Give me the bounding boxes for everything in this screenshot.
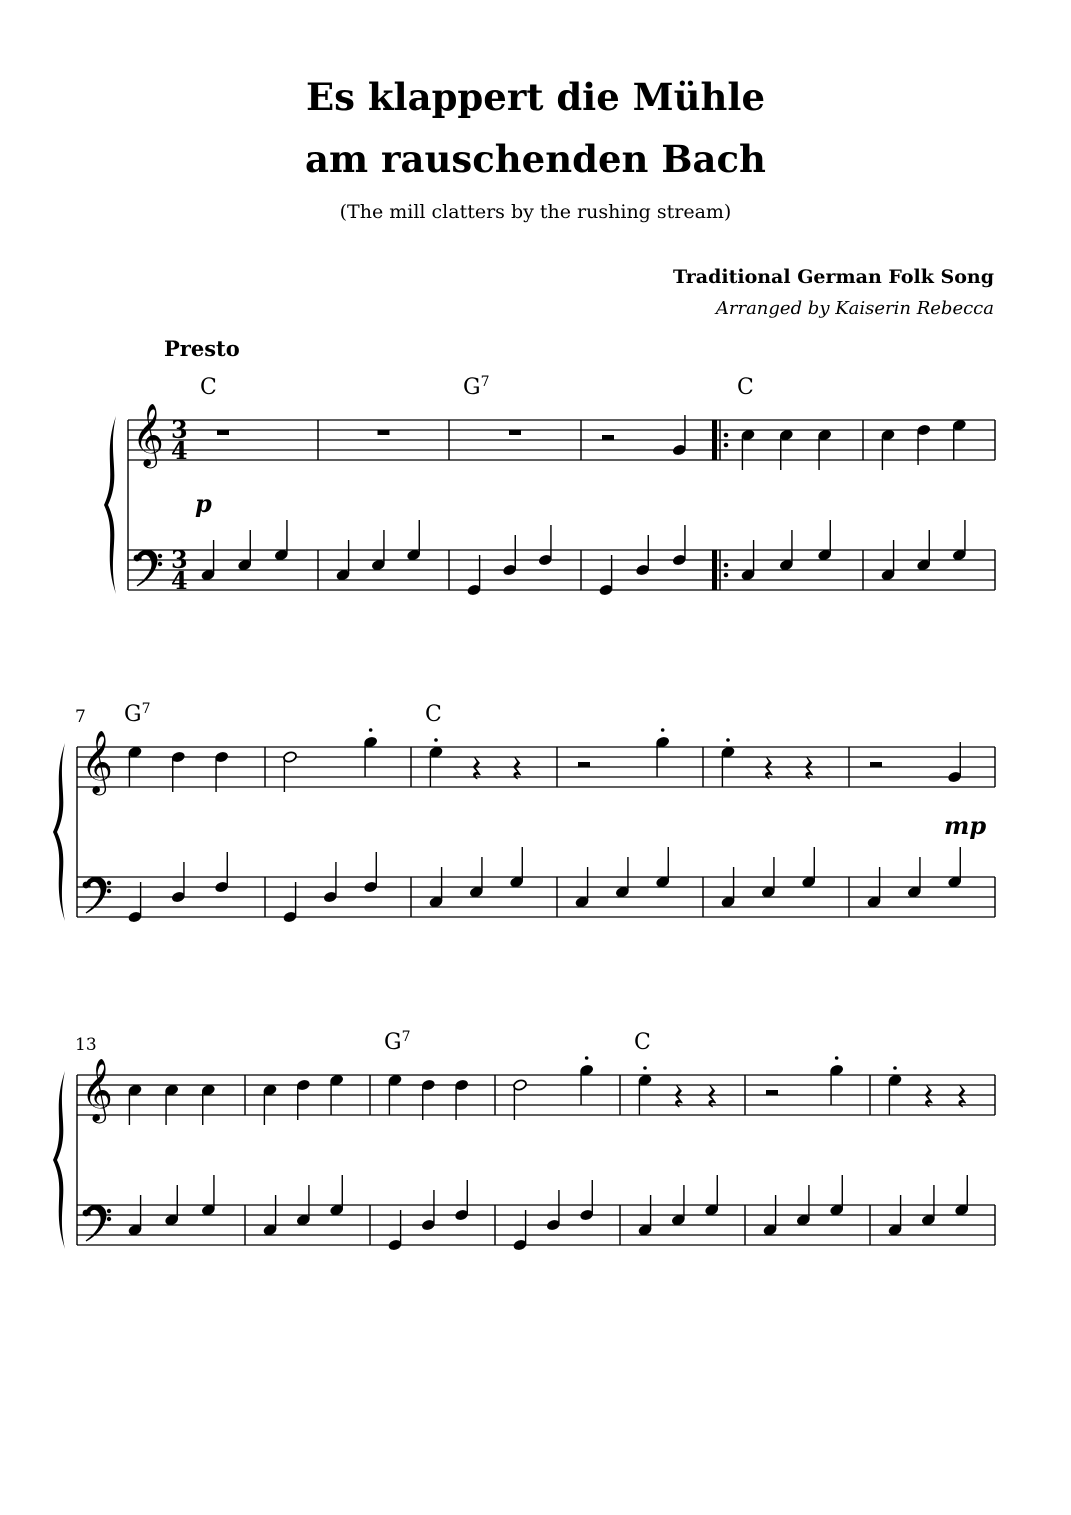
bass-note [406, 520, 421, 561]
bass-note [546, 1190, 561, 1231]
bass-note [916, 530, 931, 571]
bass-note [888, 1195, 903, 1236]
bass-note [296, 1185, 311, 1226]
whole-rest [217, 430, 229, 435]
treble-note [916, 424, 931, 465]
bass-clef-dot [83, 882, 90, 889]
bass-note [323, 862, 338, 903]
bass-clef-icon [83, 877, 112, 913]
dynamic-marking: p [195, 489, 212, 518]
bass-note [454, 1180, 469, 1221]
bass-clef-dot [107, 1217, 111, 1221]
treble-note [579, 1064, 594, 1105]
treble-note [655, 736, 670, 777]
time-signature-bottom: 4 [171, 436, 188, 465]
treble-note [881, 429, 896, 470]
bass-note [538, 525, 553, 566]
bass-note [575, 867, 590, 908]
treble-note [421, 1079, 436, 1120]
chord-root: C [737, 375, 754, 400]
bass-note [947, 847, 962, 888]
bass-note [867, 867, 882, 908]
treble-note [513, 1079, 528, 1120]
treble-note [214, 751, 229, 792]
quarter-rest [514, 757, 521, 779]
half-rest [766, 1090, 778, 1095]
treble-note [721, 746, 736, 787]
bass-clef-dot [107, 889, 111, 893]
bass-note [779, 530, 794, 571]
time-signature-bottom: 4 [171, 566, 188, 595]
bass-note [615, 857, 630, 898]
bass-clef-dot [83, 1210, 90, 1217]
whole-rest [378, 430, 390, 435]
bass-note [829, 1175, 844, 1216]
bass-clef-body [86, 877, 106, 913]
bass-note [237, 530, 252, 571]
chord-root: C [634, 1030, 651, 1055]
treble-note [947, 742, 962, 783]
chord-symbol [384, 1029, 411, 1055]
bass-clef-dot [134, 555, 141, 562]
arranger: Arranged by Kaiserin Rebecca [715, 298, 994, 319]
quarter-rest [675, 1085, 682, 1107]
bass-note [599, 555, 614, 596]
bass-note [363, 852, 378, 893]
quarter-rest [925, 1085, 932, 1107]
bass-note [579, 1180, 594, 1221]
bass-note [672, 525, 687, 566]
quarter-rest [959, 1085, 966, 1107]
bass-clef-dot [158, 562, 162, 566]
treble-note [672, 415, 687, 456]
staccato-dot [661, 728, 665, 732]
treble-note [171, 751, 186, 792]
bass-note [128, 882, 143, 923]
bass-note [509, 847, 524, 888]
bass-note [371, 530, 386, 571]
treble-note [829, 1064, 844, 1105]
bass-note [429, 867, 444, 908]
measure-number: 7 [75, 707, 86, 727]
bass-clef-body [86, 1205, 106, 1241]
staccato-dot [643, 1066, 647, 1070]
staccato-dot [726, 738, 730, 742]
repeat-dot [724, 433, 729, 438]
tempo-marking: Presto [164, 336, 240, 361]
treble-note [164, 1084, 179, 1125]
repeat-dot [724, 563, 729, 568]
treble-note [741, 429, 756, 470]
bass-note [638, 1195, 653, 1236]
bass-note [907, 857, 922, 898]
half-rest [870, 762, 882, 767]
bass-note [283, 882, 298, 923]
bass-note [881, 540, 896, 581]
title-line-1: Es klappert die Mühle [305, 75, 766, 119]
bass-clef-body [137, 550, 157, 586]
whole-rest [509, 430, 521, 435]
staccato-dot [893, 1066, 897, 1070]
bass-note [263, 1195, 278, 1236]
treble-note [263, 1084, 278, 1125]
bass-note [469, 857, 484, 898]
bass-note [817, 520, 832, 561]
time-signature-top: 3 [171, 415, 188, 444]
staccato-dot [585, 1056, 589, 1060]
bass-note [467, 555, 482, 596]
bass-note [921, 1185, 936, 1226]
bass-clef-dot [107, 1209, 111, 1213]
quarter-rest [765, 757, 772, 779]
bass-note [513, 1210, 528, 1251]
staccato-dot [835, 1056, 839, 1060]
treble-note [329, 1074, 344, 1115]
bass-note [502, 535, 517, 576]
quarter-rest [473, 757, 480, 779]
measure-number: 13 [75, 1035, 97, 1055]
staccato-dot [434, 738, 438, 742]
repeat-thick-bar [712, 420, 717, 460]
bass-note [201, 1175, 216, 1216]
bass-note [388, 1210, 403, 1251]
chord-symbol [634, 1030, 651, 1055]
half-rest [602, 435, 614, 440]
treble-note [128, 746, 143, 787]
brace [53, 1071, 65, 1249]
bass-note [741, 540, 756, 581]
chord-symbol [737, 375, 754, 400]
bass-note [421, 1190, 436, 1231]
chord-extension: 7 [480, 374, 490, 390]
treble-clef-icon: 𝄞 [132, 403, 164, 466]
bass-note [201, 540, 216, 581]
composer: Traditional German Folk Song [673, 266, 994, 288]
bass-note [171, 862, 186, 903]
treble-note [454, 1079, 469, 1120]
brace [53, 743, 65, 921]
bass-note [635, 535, 650, 576]
bass-clef-icon [83, 1205, 112, 1241]
repeat-dot [724, 443, 729, 448]
treble-note [952, 419, 967, 460]
quarter-rest [709, 1085, 716, 1107]
treble-note [429, 746, 444, 787]
subtitle: (The mill clatters by the rushing stream) [339, 201, 732, 223]
repeat-dot [724, 573, 729, 578]
treble-note [296, 1079, 311, 1120]
staccato-dot [369, 728, 373, 732]
treble-note [817, 429, 832, 470]
treble-note [388, 1074, 403, 1115]
treble-note [201, 1084, 216, 1125]
chord-root: G [124, 702, 142, 727]
treble-note [888, 1074, 903, 1115]
bass-note [214, 852, 229, 893]
chord-root: G [384, 1030, 402, 1055]
bass-clef-dot [158, 554, 162, 558]
treble-clef-icon: 𝄞 [81, 730, 113, 793]
time-signature-top: 3 [171, 545, 188, 574]
chord-root: G [463, 375, 481, 400]
chord-symbol [124, 701, 151, 727]
treble-note [128, 1084, 143, 1125]
bass-note [336, 540, 351, 581]
treble-clef-icon: 𝄞 [81, 1058, 113, 1121]
bass-note [274, 520, 289, 561]
chord-extension: 7 [141, 701, 151, 717]
dynamic-marking: mp [944, 811, 987, 840]
brace [104, 416, 116, 594]
bass-note [761, 857, 776, 898]
bass-note [655, 847, 670, 888]
bass-note [796, 1185, 811, 1226]
quarter-rest [806, 757, 813, 779]
chord-extension: 7 [401, 1029, 411, 1045]
chord-root: C [200, 375, 217, 400]
bass-clef-dot [107, 881, 111, 885]
treble-note [283, 751, 298, 792]
bass-note [704, 1175, 719, 1216]
title-line-2: am rauschenden Bach [305, 137, 766, 181]
treble-note [363, 736, 378, 777]
chord-symbol [425, 702, 442, 727]
bass-note [164, 1185, 179, 1226]
bass-note [329, 1175, 344, 1216]
bass-note [128, 1195, 143, 1236]
bass-note [721, 867, 736, 908]
treble-note [779, 429, 794, 470]
bass-note [801, 847, 816, 888]
bass-note [952, 520, 967, 561]
bass-clef-icon [134, 550, 163, 586]
bass-note [763, 1195, 778, 1236]
half-rest [578, 762, 590, 767]
chord-symbol [200, 375, 217, 400]
repeat-thick-bar [712, 550, 717, 590]
bass-note [671, 1185, 686, 1226]
treble-note [638, 1074, 653, 1115]
chord-root: C [425, 702, 442, 727]
chord-symbol [463, 374, 490, 400]
bass-note [954, 1175, 969, 1216]
